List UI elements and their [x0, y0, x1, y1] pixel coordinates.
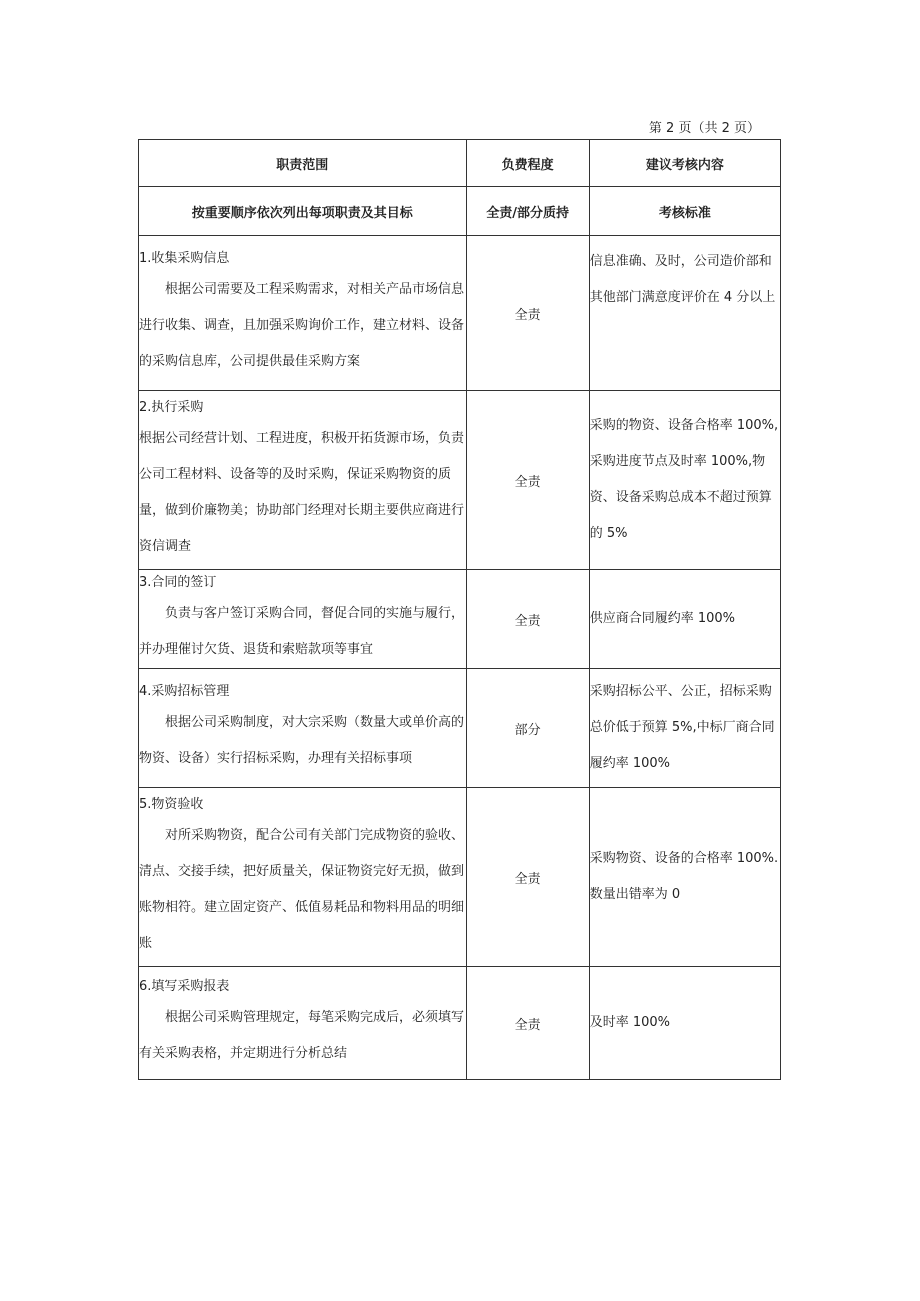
- header-scope: 职责范围: [139, 140, 467, 187]
- header-responsibility: 负费程度: [466, 140, 589, 187]
- standard-cell: 采购的物资、设备合格率 100%,采购进度节点及时率 100%,物资、设备采购总成本不超过预算的 5%: [589, 391, 780, 570]
- standard-cell: 采购物资、设备的合格率 100%.数量出错率为 0: [589, 788, 780, 967]
- subheader-scope: 按重要顺序依次列出每项职责及其目标: [139, 187, 467, 236]
- duty-description: 根据公司需要及工程采购需求，对相关产品市场信息进行收集、调查，且加强采购询价工作，建立材料、设备的采购信息库，公司提供最佳采购方案: [139, 282, 465, 369]
- header-assessment: 建议考核内容: [589, 140, 780, 187]
- standard-cell: 及时率 100%: [589, 967, 780, 1080]
- duty-scope-cell: [139, 570, 467, 669]
- duty-description: 对所采购物资，配合公司有关部门完成物资的验收、清点、交接手续，把好质量关，保证物资完好无损，做到账物相符。建立固定资产、低值易耗品和物料用品的明细账: [139, 828, 465, 951]
- duty-table: [138, 139, 781, 1080]
- duty-title: 2.执行采购: [139, 400, 204, 415]
- duty-description: 负责与客户签订采购合同，督促合同的实施与履行，并办理催讨欠货、退货和索赔款项等事宜: [139, 606, 465, 657]
- standard-cell: 采购招标公平、公正，招标采购总价低于预算 5%,中标厂商合同履约率 100%: [589, 669, 780, 788]
- duty-title: 4.采购招标管理: [139, 684, 230, 699]
- standard-cell: 信息准确、及时，公司造价部和其他部门满意度评价在 4 分以上: [589, 236, 780, 391]
- duty-scope-cell: [139, 967, 467, 1080]
- responsibility-cell: 全责: [466, 570, 589, 669]
- duty-scope-cell: [139, 236, 467, 391]
- duty-description: 根据公司采购管理规定，每笔采购完成后，必须填写有关采购表格，并定期进行分析总结: [139, 1010, 465, 1061]
- responsibility-cell: 全责: [466, 788, 589, 967]
- duty-scope-cell: [139, 391, 467, 570]
- subheader-assessment: 考核标准: [589, 187, 780, 236]
- subheader-responsibility: 全责/部分质持: [466, 187, 589, 236]
- responsibility-cell: 全责: [466, 967, 589, 1080]
- page-number: 第 2 页（共 2 页）: [648, 121, 760, 136]
- duty-title: 3.合同的签订: [139, 575, 217, 590]
- table-row: [139, 788, 781, 967]
- responsibility-cell: 部分: [466, 669, 589, 788]
- duty-scope-cell: [139, 669, 467, 788]
- duty-description: 根据公司采购制度，对大宗采购（数量大或单价高的物资、设备）实行招标采购，办理有关招标事项: [139, 715, 465, 766]
- duty-title: 6.填写采购报表: [139, 979, 230, 994]
- responsibility-cell: 全责: [466, 391, 589, 570]
- duty-title: 5.物资验收: [139, 797, 204, 812]
- table-header-row: [139, 140, 781, 187]
- duty-title: 1.收集采购信息: [139, 251, 230, 266]
- table-row: [139, 570, 781, 669]
- table-subheader-row: [139, 187, 781, 236]
- table-row: [139, 236, 781, 391]
- table-row: [139, 669, 781, 788]
- table-row: [139, 391, 781, 570]
- table-row: [139, 967, 781, 1080]
- duty-scope-cell: [139, 788, 467, 967]
- responsibility-cell: 全责: [466, 236, 589, 391]
- standard-cell: 供应商合同履约率 100%: [589, 570, 780, 669]
- duty-description: 根据公司经营计划、工程进度，积极开拓货源市场，负责公司工程材料、设备等的及时采购，保证采购物资的质量，做到价廉物美；协助部门经理对长期主要供应商进行资信调查: [139, 431, 465, 554]
